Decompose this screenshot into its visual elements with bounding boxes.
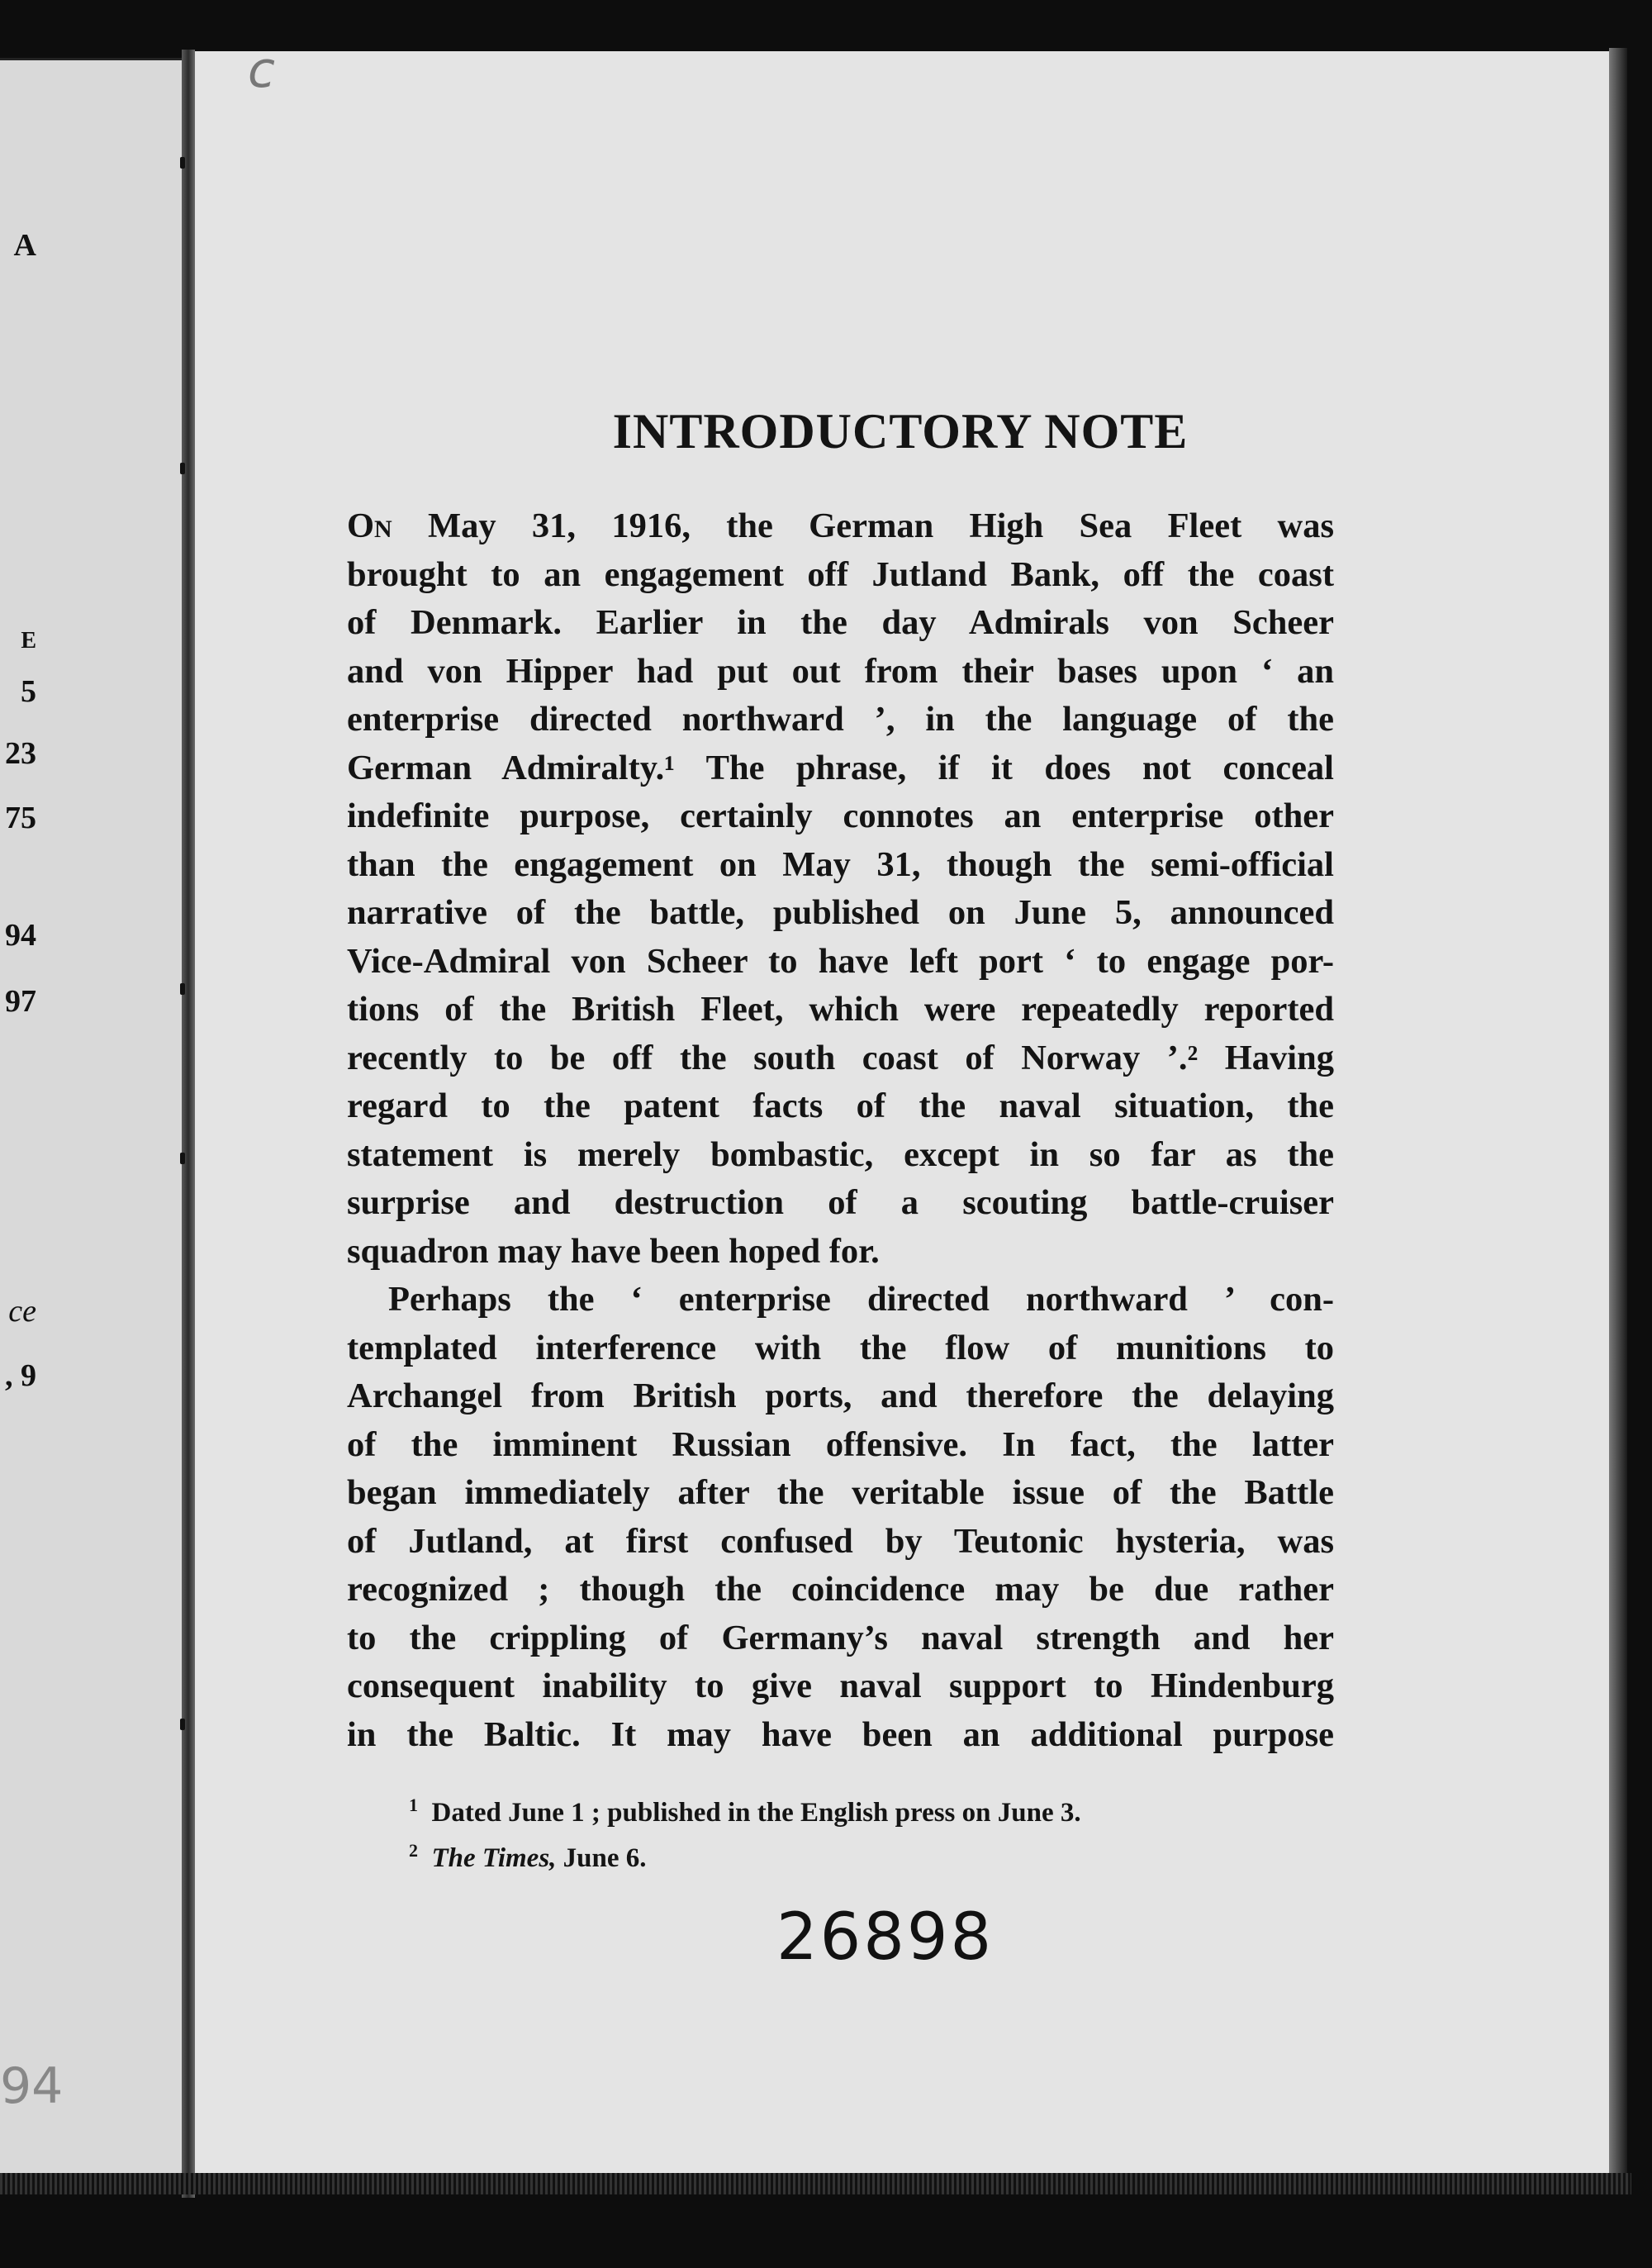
text-line: squadron may have been hoped for. (347, 1231, 880, 1271)
text-line: tions of the British Fleet, which were repeatedly reported (347, 990, 1334, 1029)
text-line: recently to be off the south coast of Norway ’.² Having (347, 1038, 1334, 1077)
text-line: narrative of the battle, published on June 5, announced (347, 893, 1334, 932)
footnote (409, 1786, 1359, 1832)
text-line-part: On (347, 506, 392, 545)
pencil-mark: 94 (0, 2057, 64, 2115)
text-line: to the crippling of Germany’s naval strength and her (347, 1618, 1334, 1657)
text-line: brought to an engagement off Jutland Bank, off the coast (347, 554, 1334, 594)
page-title: INTRODUCTORY NOTE (612, 404, 1189, 459)
margin-fragment: 5 (21, 674, 36, 709)
text-line: recognized ; though the coincidence may be due rather (347, 1570, 1334, 1609)
footnote-italic-text: The Times, (431, 1843, 557, 1873)
margin-fragment: 94 (5, 918, 36, 953)
text-line (347, 502, 1334, 551)
text-line: of the imminent Russian offensive. In fact, the latter (347, 1424, 1334, 1464)
text-line-part: May 31, 1916, the German High Sea Fleet was (392, 506, 1334, 545)
text-line: surprise and destruction of a scouting battle-cruiser (347, 1183, 1334, 1222)
stamp-number: 26898 (776, 1900, 995, 1975)
text-line: in the Baltic. It may have been an additional purpose (347, 1714, 1334, 1754)
binding-speck (180, 1719, 185, 1730)
margin-fragment: 75 (5, 801, 36, 835)
binding-speck (180, 463, 185, 474)
text-line: enterprise directed northward ’, in the language of the (347, 700, 1334, 739)
binding-speck (180, 1153, 185, 1164)
pencil-mark: c (248, 41, 275, 99)
text-line: regard to the patent facts of the naval situation, the (347, 1086, 1334, 1125)
text-line: began immediately after the veritable issue of the Battle (347, 1473, 1334, 1512)
text-line: Archangel from British ports, and therefore the delaying (347, 1376, 1334, 1415)
text-line: Perhaps the ‘ enterprise directed northward ’ con- (388, 1280, 1334, 1319)
footnote-mark: 1 (409, 1795, 418, 1815)
footnote-text: Dated June 1 ; published in the English press on June 3. (431, 1798, 1081, 1828)
left-page (0, 58, 188, 2192)
text-line: Vice-Admiral von Scheer to have left port ‘ to engage por- (347, 941, 1334, 981)
book-bottom-edge (0, 2173, 1631, 2194)
text-line: than the engagement on May 31, though the semi-official (347, 844, 1334, 884)
margin-fragment: ce (8, 1294, 36, 1329)
margin-fragment: E (21, 628, 36, 654)
footnote-text: June 6. (556, 1843, 647, 1873)
text-line: of Denmark. Earlier in the day Admirals von Scheer (347, 603, 1334, 642)
margin-fragment: , 9 (5, 1358, 36, 1393)
margin-fragment: 97 (5, 984, 36, 1019)
page-edge-shadow (1609, 48, 1627, 2188)
binding-speck (180, 157, 185, 169)
text-line: statement is merely bombastic, except in so far as the (347, 1134, 1334, 1174)
book-gutter (182, 50, 195, 2198)
binding-speck (180, 983, 185, 995)
text-line: and von Hipper had put out from their bases upon ‘ an (347, 651, 1334, 691)
margin-fragment: 23 (5, 736, 36, 771)
margin-fragment: A (13, 228, 36, 263)
text-line: consequent inability to give naval support to Hindenburg (347, 1667, 1334, 1705)
text-line: indefinite purpose, certainly connotes an enterprise other (347, 796, 1334, 835)
footnote-mark: 2 (409, 1840, 418, 1861)
body-text (347, 502, 1334, 1759)
text-line: of Jutland, at first confused by Teutonic hysteria, was (347, 1521, 1334, 1561)
text-line: templated interference with the flow of munitions to (347, 1328, 1334, 1367)
footnote (409, 1832, 1359, 1877)
text-line: German Admiralty.¹ The phrase, if it does not conceal (347, 748, 1334, 787)
footnotes (409, 1786, 1359, 1877)
